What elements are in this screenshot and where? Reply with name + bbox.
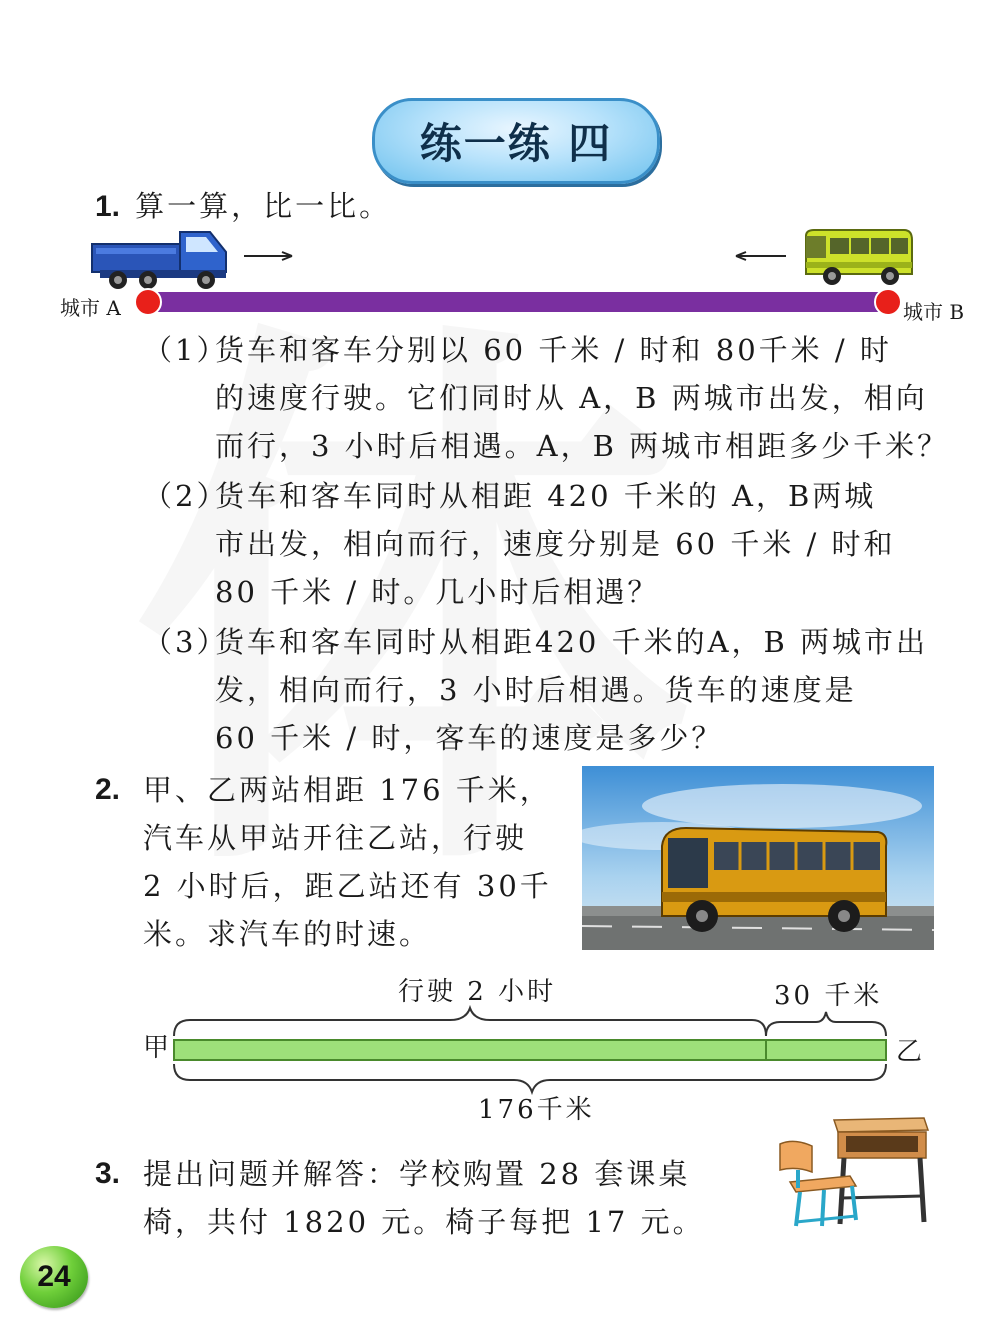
- right-arrow-icon: [244, 252, 292, 260]
- q3-block: [95, 1150, 755, 1246]
- q3-line: 提出问题并解答：学校购置 28 套课桌: [143, 1157, 691, 1191]
- left-arrow-icon: [736, 252, 786, 260]
- city-b-label: 城市 B: [903, 300, 965, 324]
- distance-bar: [174, 1040, 886, 1060]
- bus-icon: [806, 230, 912, 285]
- page-number: 24: [37, 1260, 71, 1293]
- q1-item-3-line: 货车和客车同时从相距420 千米的A，B 两城市出: [215, 625, 929, 659]
- route-bar: [148, 292, 888, 312]
- q3-line: 椅，共付 1820 元。椅子每把 17 元。: [143, 1205, 705, 1239]
- q1-item-1-label: （1）: [143, 333, 229, 367]
- q2-number: 2.: [95, 773, 121, 806]
- q1-prompt: 算一算，比一比。: [135, 189, 392, 223]
- q1-item-3: [143, 618, 963, 762]
- q1-item-1: [143, 326, 963, 470]
- bus-photo: [582, 766, 934, 950]
- city-a-label: 城市 A: [60, 296, 121, 320]
- title-banner: [372, 98, 660, 184]
- page-title: 练一练 四: [419, 119, 613, 168]
- q1-item-3-line: 发，相向而行，3 小时后相遇。货车的速度是: [215, 673, 857, 707]
- q2-line: 2 小时后，距乙站还有 30千: [143, 869, 552, 903]
- q1-item-1-line: 货车和客车分别以 60 千米 / 时和 80千米 / 时: [215, 333, 892, 367]
- q1-item-2-line: 80 千米 / 时。几小时后相遇？: [215, 575, 660, 609]
- route-diagram: [0, 222, 1000, 332]
- q1-item-2-line: 货车和客车同时从相距 420 千米的 A，B两城: [215, 479, 877, 513]
- q2-line: 甲、乙两站相距 176 千米，: [143, 773, 552, 807]
- label-total: 176千米: [478, 1095, 595, 1125]
- q1-item-1-line: 的速度行驶。它们同时从 A，B 两城市出发，相向: [215, 381, 928, 415]
- truck-icon: [92, 232, 226, 289]
- q1-item-3-line: 60 千米 / 时，客车的速度是多少？: [215, 721, 724, 755]
- q2-line: 汽车从甲站开往乙站，行驶: [143, 821, 528, 855]
- city-b-dot: [875, 289, 901, 315]
- q3-number: 3.: [95, 1157, 121, 1190]
- city-a-dot: [135, 289, 161, 315]
- q1-item-2-label: （2）: [143, 479, 229, 513]
- q1-item-2-line: 市出发，相向而行，速度分别是 60 千米 / 时和: [215, 527, 896, 561]
- q1-item-3-label: （3）: [143, 625, 229, 659]
- label-2-hours: 行驶 2 小时: [398, 977, 557, 1007]
- station-yi: 乙: [896, 1037, 926, 1067]
- desk-chair-icon: [774, 1112, 934, 1234]
- q1-number: 1.: [95, 190, 121, 223]
- station-jia: 甲: [143, 1033, 173, 1063]
- q1-item-2: [143, 472, 963, 616]
- page-number-badge: [20, 1246, 88, 1308]
- q2-block: [95, 766, 575, 958]
- label-30km: 30 千米: [774, 981, 883, 1011]
- q2-line: 米。求汽车的时速。: [143, 917, 432, 951]
- q1-item-1-line: 而行，3 小时后相遇。A，B 两城市相距多少千米？: [215, 429, 950, 463]
